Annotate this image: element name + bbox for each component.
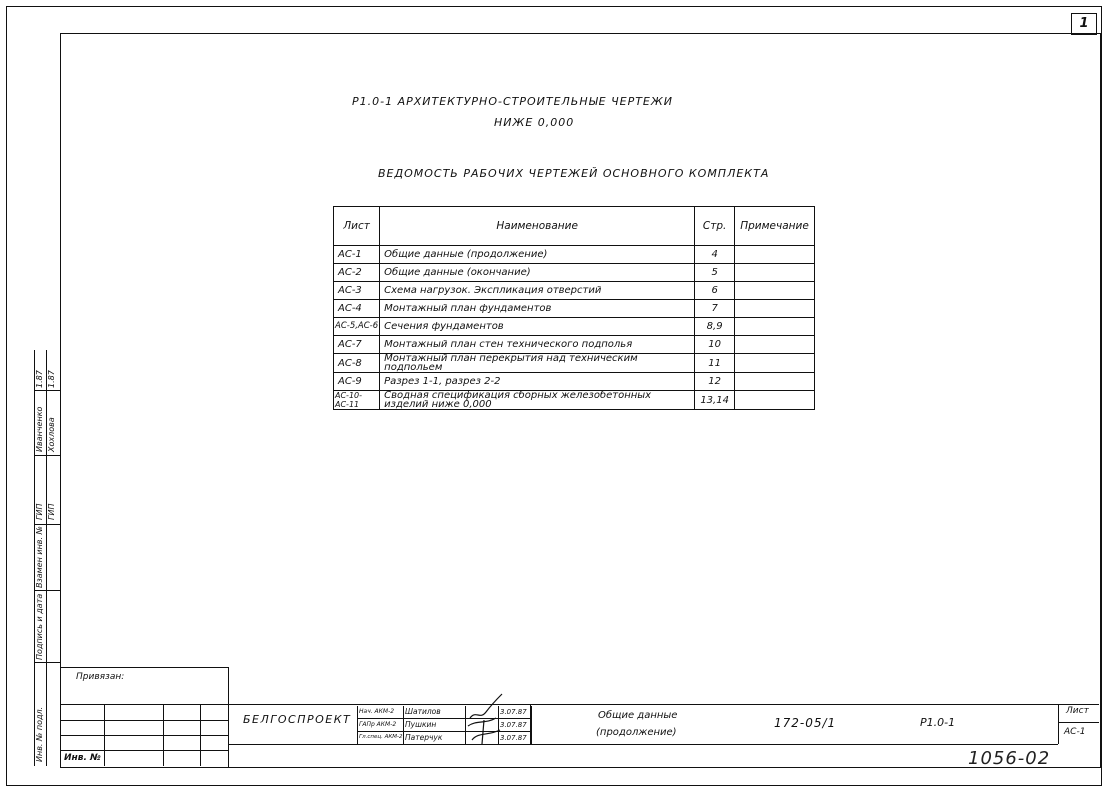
- cell-note: [735, 336, 815, 354]
- stamp-divider: [1058, 722, 1099, 723]
- page-number: 1: [1079, 16, 1089, 31]
- cell-name: Сводная спецификация сборных железобетонных изделий ниже 0,000: [380, 391, 695, 410]
- cell-note: [735, 391, 815, 410]
- person-date: 3.07.87: [500, 734, 527, 742]
- margin-role-1: ГИП: [35, 503, 44, 520]
- table-row: [334, 354, 815, 373]
- header-note: Примечание: [735, 207, 815, 246]
- cell-note: [735, 246, 815, 264]
- cell-page: 13,14: [695, 391, 735, 410]
- header-page: Стр.: [695, 207, 735, 246]
- privyazan-grid: [60, 720, 228, 721]
- person-name: Шатилов: [405, 707, 441, 716]
- drawings-register-table: [333, 206, 815, 410]
- cell-sheet: АС-10-АС-11: [334, 391, 380, 410]
- cell-page: 6: [695, 282, 735, 300]
- cell-sheet: АС-7: [334, 336, 380, 354]
- cell-note: [735, 318, 815, 336]
- privyazan-grid: [163, 704, 164, 766]
- cell-note: [735, 300, 815, 318]
- stamp-grid: [403, 706, 404, 744]
- sheet-value: АС-1: [1064, 727, 1086, 737]
- subtitle: ВЕДОМОСТЬ РАБОЧИХ ЧЕРТЕЖЕЙ ОСНОВНОГО КОМПЛЕКТА: [378, 167, 770, 180]
- cell-page: 5: [695, 264, 735, 282]
- cell-sheet: АС-9: [334, 373, 380, 391]
- privyazan-grid: [60, 750, 228, 751]
- cell-name: Общие данные (продолжение): [380, 246, 695, 264]
- privyazan-grid: [60, 735, 228, 736]
- stamp-divider: [530, 704, 531, 744]
- sheet-label: Лист: [1066, 706, 1089, 716]
- cell-name: Общие данные (окончание): [380, 264, 695, 282]
- margin-label-inv: Инв. № подл.: [35, 706, 44, 762]
- header-sheet: Лист: [334, 207, 380, 246]
- cell-sheet: АС-4: [334, 300, 380, 318]
- cell-name: Схема нагрузок. Экспликация отверстий: [380, 282, 695, 300]
- margin-line: [34, 662, 60, 663]
- privyazan-label: Привязан:: [76, 672, 125, 682]
- margin-label-sign: Подпись и дата: [35, 593, 44, 660]
- privyazan-grid: [104, 704, 105, 766]
- signatures: [466, 690, 506, 746]
- table-header-row: [334, 207, 815, 246]
- page-number-box: [1071, 13, 1097, 35]
- stamp-divider: [1058, 704, 1059, 744]
- table-row: [334, 300, 815, 318]
- margin-line: [34, 390, 60, 391]
- cell-note: [735, 264, 815, 282]
- header-name: Наименование: [380, 207, 695, 246]
- organization-name: БЕЛГОСПРОЕКТ: [243, 713, 352, 726]
- cell-name: Монтажный план перекрытия над техническим подпольем: [380, 354, 695, 373]
- inv-no-label: Инв. №: [64, 753, 101, 763]
- margin-date-2: 1.87: [47, 370, 56, 388]
- cell-note: [735, 354, 815, 373]
- margin-name-1: Иванченко: [35, 406, 44, 452]
- table-row: [334, 336, 815, 354]
- privyazan-block: [60, 667, 229, 767]
- person-name: Патерчук: [405, 733, 443, 742]
- table-row: [334, 246, 815, 264]
- title-line-1: Р1.0-1 АРХИТЕКТУРНО-СТРОИТЕЛЬНЫЕ ЧЕРТЕЖИ: [352, 95, 673, 108]
- album-code: Р1.0-1: [920, 716, 956, 729]
- document-number: 1056-02: [968, 748, 1051, 769]
- project-code: 172-05/1: [774, 716, 837, 730]
- cell-page: 10: [695, 336, 735, 354]
- person-date: 3.07.87: [500, 721, 527, 729]
- cell-sheet: АС-3: [334, 282, 380, 300]
- table-row: [334, 391, 815, 410]
- cell-page: 12: [695, 373, 735, 391]
- cell-page: 11: [695, 354, 735, 373]
- stamp-bottom: [228, 744, 1058, 745]
- table-row: [334, 282, 815, 300]
- cell-name: Разрез 1-1, разрез 2-2: [380, 373, 695, 391]
- title-line-2: НИЖЕ 0,000: [494, 116, 575, 129]
- margin-line: [34, 590, 60, 591]
- cell-sheet: АС-5,АС-6: [334, 318, 380, 336]
- document-title-2: (продолжение): [596, 727, 677, 738]
- cell-sheet: АС-1: [334, 246, 380, 264]
- person-role: Нач. АКМ-2: [359, 708, 395, 715]
- privyazan-grid: [200, 704, 201, 766]
- table-row: [334, 318, 815, 336]
- person-name: Пушкин: [405, 720, 437, 729]
- cell-page: 4: [695, 246, 735, 264]
- person-role: ГАПр АКМ-2: [359, 721, 397, 728]
- cell-name: Монтажный план фундаментов: [380, 300, 695, 318]
- cell-page: 8,9: [695, 318, 735, 336]
- margin-name-2: Хохлова: [47, 417, 56, 452]
- person-date: 3.07.87: [500, 708, 527, 716]
- cell-page: 7: [695, 300, 735, 318]
- margin-role-2: ГИП: [47, 503, 56, 520]
- cell-note: [735, 282, 815, 300]
- cell-name: Монтажный план стен технического подполья: [380, 336, 695, 354]
- cell-name: Сечения фундаментов: [380, 318, 695, 336]
- document-title-1: Общие данные: [598, 710, 678, 721]
- person-role: Гл.спец. АКМ-2: [359, 734, 403, 740]
- cell-note: [735, 373, 815, 391]
- left-margin-divider: [46, 350, 47, 766]
- margin-line: [34, 455, 60, 456]
- table-row: [334, 373, 815, 391]
- margin-label-replace: Взамен инв. №: [35, 526, 44, 588]
- cell-sheet: АС-8: [334, 354, 380, 373]
- margin-date-1: 1.87: [35, 370, 44, 388]
- cell-sheet: АС-2: [334, 264, 380, 282]
- margin-line: [34, 524, 60, 525]
- table-row: [334, 264, 815, 282]
